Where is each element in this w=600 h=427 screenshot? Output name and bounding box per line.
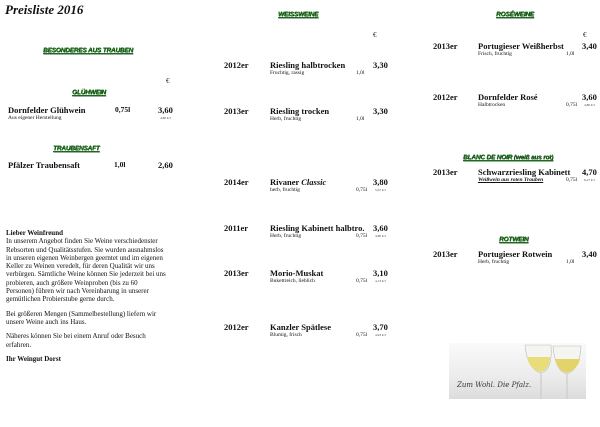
item-size: 0,75l	[356, 332, 368, 338]
item-description: Frisch, fruchtig	[478, 51, 512, 57]
item-description: Bukettreich, lieblich	[270, 278, 315, 284]
currency-symbol: €	[373, 31, 377, 39]
letter-paragraph: In unserem Angebot finden Sie Weine verschiedenster Rebsorten und Qualitätsstufen. Sie wurden ausnahmslos in unseren eigenen Weinbergen geerntet und im eigenen Keller zu Weinen veredelt, für deren Qualität wir uns verbürgen. Sämtliche Weine können Sie jederzeit bei uns probieren, auch größere Weinproben (bis zu 60 Personen) führen wir nach Vereinbarung in unserer gemütlichen Probierstube gerne durch.	[6, 237, 166, 304]
item-year: 2012er	[433, 92, 458, 102]
letter-paragraph: Näheres können Sie bei einem Anruf oder Besuch erfahren.	[6, 332, 146, 349]
item-name: Dornfelder Glühwein	[8, 105, 86, 115]
letter-signature: Ihr Weingut Dorst	[6, 354, 61, 363]
item-description: herb, fruchtig	[270, 187, 300, 193]
item-description: Blumig, frisch	[270, 332, 302, 338]
item-size: 0,75l	[356, 233, 368, 239]
item-name: Riesling Kabinett halbtro.	[270, 223, 365, 233]
item-year: 2013er	[224, 106, 249, 116]
item-size: 0,75l	[356, 187, 368, 193]
item-name	[270, 177, 326, 187]
item-description: Weißwein aus roten Trauben	[478, 177, 544, 183]
section-besonderes: BESONDERES AUS TRAUBEN	[43, 47, 133, 54]
item-unit-price: 4,93 €/l	[375, 333, 386, 337]
section-weissweine: WEISSWEINE	[278, 11, 319, 18]
item-price: 3,60	[158, 105, 173, 115]
item-year: 2013er	[433, 249, 458, 259]
item-price: 3,60	[582, 92, 597, 102]
item-year: 2012er	[224, 60, 249, 70]
photo-caption: Zum Wohl. Die Pfalz.	[457, 381, 532, 389]
item-name: Riesling halbtrocken	[270, 60, 346, 70]
item-price: 3,40	[582, 249, 597, 259]
currency-symbol: €	[166, 77, 170, 85]
item-name: Schwarzriesling Kabinett	[478, 167, 571, 177]
item-price: 4,70	[582, 167, 597, 177]
item-unit-price: 4,13 €/l	[375, 279, 386, 283]
item-size: 1,0l	[566, 51, 575, 57]
item-name: Morio-Muskat	[270, 268, 324, 278]
item-price: 3,30	[373, 60, 388, 70]
item-name-part: Rivaner	[270, 177, 302, 187]
item-unit-price: 5,07 €/l	[375, 188, 386, 192]
item-unit-price: 4,80 €/l	[584, 103, 595, 107]
item-name: Portugieser Rotwein	[478, 249, 553, 259]
item-size: 0,75l	[566, 177, 578, 183]
item-unit-price: 4,80 €/l	[160, 116, 171, 120]
item-year: 2014er	[224, 177, 249, 187]
wine-glasses-photo	[449, 343, 586, 399]
item-name: Portugieser Weißherbst	[478, 41, 564, 51]
item-price: 3,80	[373, 177, 388, 187]
item-description: Herb, fruchtig	[270, 233, 302, 239]
item-description: Aus eigener Herstellung	[8, 115, 62, 121]
item-price: 3,40	[582, 41, 597, 51]
item-size: 0,75l	[115, 105, 131, 114]
item-price: 3,70	[373, 322, 388, 332]
page-title: Preisliste 2016	[5, 2, 84, 17]
item-price: 3,10	[373, 268, 388, 278]
item-unit-price: 4,80 €/l	[375, 234, 386, 238]
item-year: 2013er	[433, 41, 458, 51]
item-size: 1,0l	[356, 116, 365, 122]
item-year: 2013er	[433, 167, 458, 177]
item-size: 0,75l	[566, 102, 578, 108]
section-blanc-de-noir: BLANC DE NOIR (weiß aus rot)	[463, 154, 554, 161]
currency-symbol: €	[583, 31, 587, 39]
item-price: 3,60	[373, 223, 388, 233]
item-size: 1,0l	[566, 259, 575, 265]
item-description: Herb, fruchtig	[270, 116, 302, 122]
item-name: Kanzler Spätlese	[270, 322, 331, 332]
item-size: 1,0l	[114, 160, 126, 169]
item-price: 3,30	[373, 106, 388, 116]
letter-heading: Lieber Weinfreund	[6, 229, 63, 237]
item-size: 0,75l	[356, 278, 368, 284]
item-name: Pfälzer Traubensaft	[8, 160, 81, 170]
item-description: Halbtrocken	[478, 102, 506, 108]
item-year: 2013er	[224, 268, 249, 278]
welcome-letter	[6, 229, 166, 363]
item-year: 2011er	[224, 223, 249, 233]
item-description: Herb, fruchtig	[478, 259, 510, 265]
item-price: 2,60	[158, 160, 173, 170]
item-name: Dornfelder Rosé	[478, 92, 538, 102]
item-name-classic: Classic	[301, 177, 327, 187]
item-name: Riesling trocken	[270, 106, 330, 116]
section-roseweine: ROSÉWEINE	[496, 11, 534, 18]
wine-glasses-icon	[449, 343, 586, 399]
item-size: 1,0l	[356, 70, 365, 76]
letter-paragraph: Bei größeren Mengen (Sammelbestellung) liefern wir unsere Weine auch ins Haus.	[6, 309, 157, 326]
item-year: 2012er	[224, 322, 249, 332]
section-traubensaft: TRAUBENSAFT	[53, 145, 100, 152]
section-gluehwein: GLÜHWEIN	[72, 89, 106, 96]
section-rotwein: ROTWEIN	[499, 236, 529, 243]
item-description: Fruchtig, rassig	[270, 70, 305, 76]
item-unit-price: 6,27 €/l	[584, 178, 595, 182]
